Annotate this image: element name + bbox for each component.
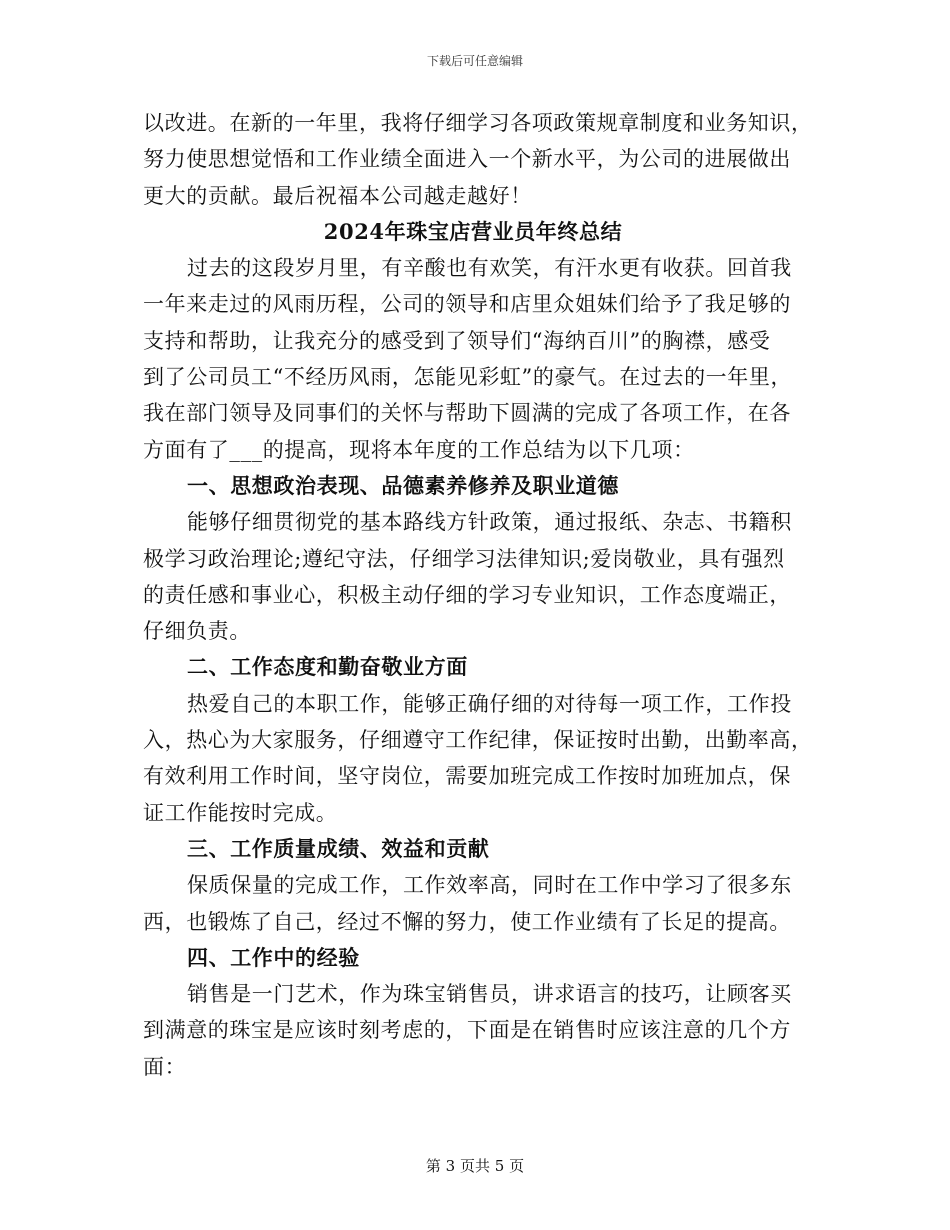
text-line: 努力使思想觉悟和工作业绩全面进入一个新水平，为公司的进展做出 xyxy=(143,147,791,172)
section-heading: 一、思想政治表现、品德素养修养及职业道德 xyxy=(187,472,619,498)
text-line: 入，热心为大家服务，仔细遵守工作纪律，保证按时出勤，出勤率高， xyxy=(143,728,813,753)
text-line: 一年来走过的风雨历程，公司的领导和店里众姐妹们给予了我足够的 xyxy=(143,292,791,317)
paragraph-first-line: 热爱自己的本职工作，能够正确仔细的对待每一项工作，工作投 xyxy=(187,691,792,716)
section-heading: 四、工作中的经验 xyxy=(187,944,360,970)
text-line: 支持和帮助，让我充分的感受到了领导们“海纳百川”的胸襟，感受 xyxy=(143,328,771,353)
page-header: 下载后可任意编辑 xyxy=(426,54,523,68)
text-line: 极学习政治理论;遵纪守法，仔细学习法律知识;爱岗敬业，具有强烈 xyxy=(143,546,785,571)
text-line: 方面有了___的提高，现将本年度的工作总结为以下几项： xyxy=(143,437,695,462)
paragraph-first-line: 销售是一门艺术，作为珠宝销售员，讲求语言的技巧，让顾客买 xyxy=(187,982,792,1007)
text-line: 我在部门领导及同事们的关怀与帮助下圆满的完成了各项工作，在各 xyxy=(143,401,791,426)
paragraph-first-line: 过去的这段岁月里，有辛酸也有欢笑，有汗水更有收获。回首我 xyxy=(187,256,792,281)
text-line: 的责任感和事业心，积极主动仔细的学习专业知识，工作态度端正， xyxy=(143,582,791,607)
text-line: 到了公司员工“不经历风雨，怎能见彩虹”的豪气。在过去的一年里， xyxy=(143,365,793,390)
text-line: 西，也锻炼了自己，经过不懈的努力，使工作业绩有了长足的提高。 xyxy=(143,909,791,934)
text-line: 更大的贡献。最后祝福本公司越走越好！ xyxy=(143,183,532,208)
paragraph-first-line: 保质保量的完成工作，工作效率高，同时在工作中学习了很多东 xyxy=(187,873,792,898)
text-line: 面： xyxy=(143,1054,187,1079)
text-line: 证工作能按时完成。 xyxy=(143,800,338,825)
paragraph-first-line: 能够仔细贯彻党的基本路线方针政策，通过报纸、杂志、书籍积 xyxy=(187,510,792,535)
document-body xyxy=(143,105,813,1085)
document-title: 2024年珠宝店营业员年终总结 xyxy=(323,218,623,244)
text-line: 到满意的珠宝是应该时刻考虑的，下面是在销售时应该注意的几个方 xyxy=(143,1018,791,1043)
section-heading: 三、工作质量成绩、效益和贡献 xyxy=(187,835,490,861)
text-line: 以改进。在新的一年里，我将仔细学习各项政策规章制度和业务知识， xyxy=(143,111,813,135)
text-line: 仔细负责。 xyxy=(143,619,251,644)
page-footer: 第 3 页共 5 页 xyxy=(425,1157,525,1175)
text-line: 有效利用工作时间，坚守岗位，需要加班完成工作按时加班加点，保 xyxy=(143,764,791,789)
section-heading: 二、工作态度和勤奋敬业方面 xyxy=(187,654,468,680)
